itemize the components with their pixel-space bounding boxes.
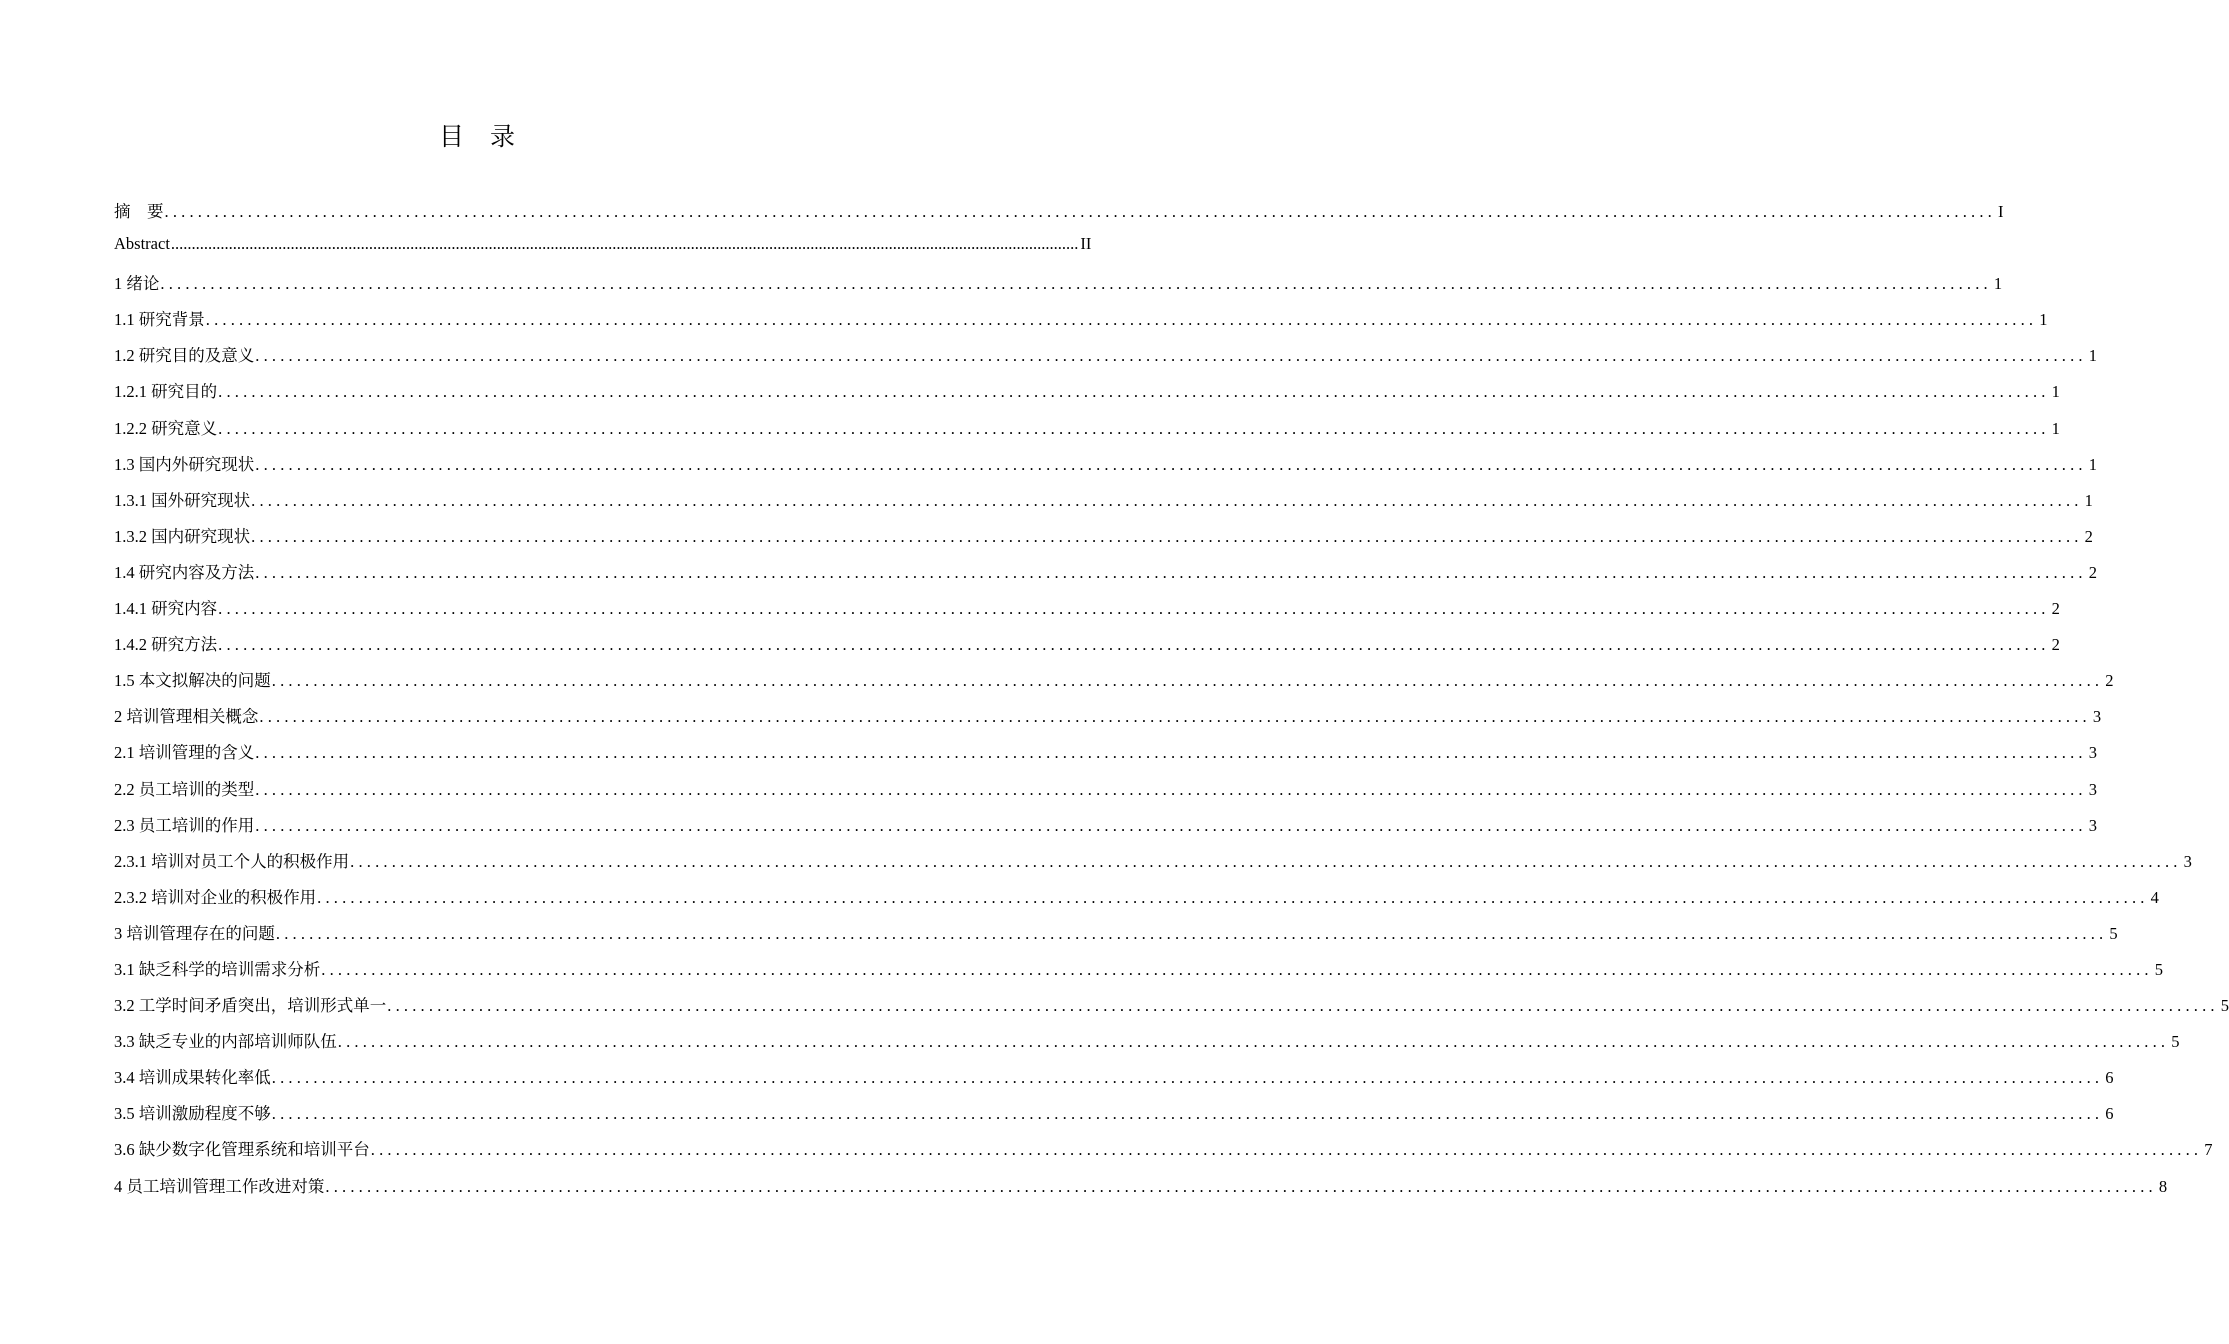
toc-entry-label: 2.3.1 培训对员工个人的积极作用 — [114, 851, 350, 871]
toc-leader-dots: ............................................................................................................................................................................................................................ — [271, 1068, 2104, 1088]
toc-entry-page: 5 — [2220, 996, 2229, 1016]
toc-leader-dots: ............................................................................................................................................................................................................................ — [218, 635, 2050, 655]
toc-entry-page: 1 — [2088, 346, 2097, 366]
toc-entry[interactable] — [114, 992, 2229, 1028]
toc-entry-label: 1.1 研究背景 — [114, 310, 205, 330]
toc-entry[interactable] — [114, 1173, 2168, 1209]
toc-entry-page: 2 — [2088, 562, 2097, 582]
toc-entry-page: 5 — [2154, 959, 2163, 979]
toc-entry[interactable] — [114, 415, 2060, 451]
toc-entry-page: 1 — [1993, 274, 2003, 294]
toc-entry-page: 6 — [2105, 1068, 2114, 1088]
toc-entry[interactable] — [114, 234, 1092, 270]
toc-entry[interactable] — [114, 1028, 2180, 1064]
toc-entry-label: 2.3.2 培训对企业的积极作用 — [114, 887, 317, 907]
toc-entry[interactable] — [114, 451, 2097, 487]
toc-leader-dots: ............................................................................................................................................................................................................................ — [259, 707, 2091, 727]
toc-entry-page: 1 — [2051, 382, 2060, 402]
toc-entry-page: 2 — [2105, 671, 2114, 691]
toc-entry[interactable] — [114, 739, 2097, 775]
toc-leader-dots: ............................................................................................................................................................................................................................ — [218, 382, 2050, 402]
toc-entry[interactable] — [114, 920, 2118, 956]
toc-entry-label: 3.4 培训成果转化率低 — [114, 1068, 271, 1088]
toc-entry[interactable] — [114, 703, 2102, 739]
toc-entry-page: 3 — [2092, 707, 2102, 727]
toc-leader-dots: ............................................................................................................................................................................................................................ — [255, 743, 2087, 763]
toc-entry-label: 2.2 员工培训的类型 — [114, 779, 255, 799]
toc-entry-label: 1.2.1 研究目的 — [114, 382, 218, 402]
toc-entry-label: 4 员工培训管理工作改进对策 — [114, 1176, 325, 1196]
toc-entry-label: 1.3.2 国内研究现状 — [114, 526, 251, 546]
toc-entry-page: 3 — [2088, 743, 2097, 763]
toc-entry-label: 2 培训管理相关概念 — [114, 707, 259, 727]
toc-entry-label: 1.2 研究目的及意义 — [114, 346, 255, 366]
toc-leader-dots: ............................................................................................................................................................................................................................ — [271, 1104, 2104, 1124]
toc-leader-dots: ............................................................................................................................................................................................................................ — [218, 599, 2050, 619]
toc-entry-label: 1.3 国内外研究现状 — [114, 454, 255, 474]
toc-entry-page: 8 — [2158, 1176, 2168, 1196]
toc-leader-dots: ............................................................................................................................................................................................................................ — [255, 815, 2087, 835]
toc-entry[interactable] — [114, 559, 2097, 595]
toc-leader-dots: ............................................................................................................................................................................................................................ — [325, 1176, 2157, 1196]
toc-entry-label: 1 绪论 — [114, 274, 160, 294]
toc-entry-page: 3 — [2088, 815, 2097, 835]
toc-entry-page: 2 — [2084, 526, 2093, 546]
toc-entry-page: 1 — [2051, 418, 2060, 438]
toc-entry[interactable] — [114, 378, 2060, 414]
toc-entry-page: 5 — [2171, 1032, 2180, 1052]
toc-entry[interactable] — [114, 306, 2048, 342]
toc-leader-dots: ............................................................................................................................................................................................................................ — [205, 310, 2038, 330]
toc-list — [114, 198, 2229, 1209]
toc-leader-dots: ............................................................................................................................................................................................................................ — [251, 490, 2083, 510]
toc-entry-label: 1.4.1 研究内容 — [114, 599, 218, 619]
toc-entry-page: 1 — [2084, 490, 2093, 510]
toc-leader-dots: ............................................................................................................................................................................................................................ — [350, 851, 2182, 871]
toc-entry-label: 摘 要 — [114, 202, 164, 221]
toc-leader-dots: ............................................................................................................................................................................................................................ — [317, 887, 2149, 907]
toc-entry-page: 5 — [2109, 923, 2118, 943]
toc-entry[interactable] — [114, 848, 2192, 884]
toc-entry-page: 2 — [2051, 599, 2060, 619]
toc-entry-label: 3.6 缺少数字化管理系统和培训平台 — [114, 1140, 370, 1160]
toc-leader-dots: ............................................................................................................................................................................................................................ — [255, 346, 2087, 366]
toc-entry[interactable] — [114, 1064, 2114, 1100]
toc-entry-label: 1.4 研究内容及方法 — [114, 562, 255, 582]
toc-entry-label: 1.2.2 研究意义 — [114, 418, 218, 438]
toc-entry[interactable] — [114, 884, 2159, 920]
toc-entry[interactable] — [114, 1100, 2114, 1136]
toc-entry-page: II — [1080, 234, 1092, 254]
toc-entry-page: 6 — [2105, 1104, 2114, 1124]
toc-entry-page: 3 — [2183, 851, 2192, 871]
toc-entry-label: 3.1 缺乏科学的培训需求分析 — [114, 959, 321, 979]
toc-leader-dots: ............................................................................................................................................................................................................................ — [255, 779, 2087, 799]
toc-leader-dots: ............................................................................................................................................................................................................................ — [321, 959, 2153, 979]
toc-entry-label: 1.3.1 国外研究现状 — [114, 490, 251, 510]
toc-entry[interactable] — [114, 667, 2114, 703]
toc-leader-dots: ............................................................................................................................................................................................................................ — [251, 526, 2083, 546]
toc-entry-page: 7 — [2204, 1140, 2213, 1160]
toc-entry[interactable] — [114, 523, 2093, 559]
toc-entry[interactable] — [114, 270, 2003, 306]
toc-entry-page: 4 — [2150, 887, 2159, 907]
toc-leader-dots: ............................................................................................................................................................................................................................ — [218, 418, 2050, 438]
toc-leader-dots: ............................................................................................................................................................................................................................ — [370, 1140, 2203, 1160]
toc-entry[interactable] — [114, 487, 2093, 523]
toc-entry-page: 1 — [2088, 454, 2097, 474]
toc-entry[interactable] — [114, 342, 2097, 378]
toc-entry-label: 1.4.2 研究方法 — [114, 635, 218, 655]
toc-entry-label: 2.1 培训管理的含义 — [114, 743, 255, 763]
toc-leader-dots: ............................................................................................................................................................................................................................ — [164, 202, 1996, 221]
toc-entry[interactable] — [114, 198, 2004, 234]
toc-entry-label: 3.2 工学时间矛盾突出，培训形式单一 — [114, 996, 387, 1016]
toc-entry-label: 3.3 缺乏专业的内部培训师队伍 — [114, 1032, 337, 1052]
toc-entry-page: I — [1998, 202, 2004, 221]
toc-title: 目录 — [438, 124, 541, 151]
toc-entry[interactable] — [114, 956, 2163, 992]
toc-entry[interactable] — [114, 631, 2060, 667]
toc-leader-dots: ............................................................................................................................................................................................................................ — [337, 1032, 2170, 1052]
toc-leader-dots: ............................................................................................................................................................................................................................ — [255, 454, 2087, 474]
toc-entry[interactable] — [114, 1136, 2213, 1172]
toc-entry-page: 3 — [2088, 779, 2097, 799]
toc-entry-label: 2.3 员工培训的作用 — [114, 815, 255, 835]
toc-leader-dots: ............................................................................................................................................................................................................................ — [160, 274, 1992, 294]
toc-entry[interactable] — [114, 595, 2060, 631]
toc-entry-page: 2 — [2051, 635, 2060, 655]
toc-leader-dots: ............................................................................................................................................................................................................................ — [387, 996, 2219, 1016]
toc-entry[interactable] — [114, 776, 2097, 812]
toc-entry-label: 3.5 培训激励程度不够 — [114, 1104, 271, 1124]
toc-leader-dots: ............................................................................................................................................................................................................................ — [255, 562, 2087, 582]
toc-entry-page: 1 — [2039, 310, 2048, 330]
toc-leader-dots: ............................................................................................................................................................................................................................ — [275, 923, 2108, 943]
toc-entry[interactable] — [114, 812, 2097, 848]
toc-entry-label: 1.5 本文拟解决的问题 — [114, 671, 271, 691]
toc-entry-label: 3 培训管理存在的问题 — [114, 923, 275, 943]
toc-leader-dots: ............................................................................................................................................................................................................................ — [271, 671, 2104, 691]
toc-entry-label: Abstract — [114, 234, 170, 254]
toc-leader-dots: ............................................................................................................................................................................................................................ — [170, 234, 1079, 254]
